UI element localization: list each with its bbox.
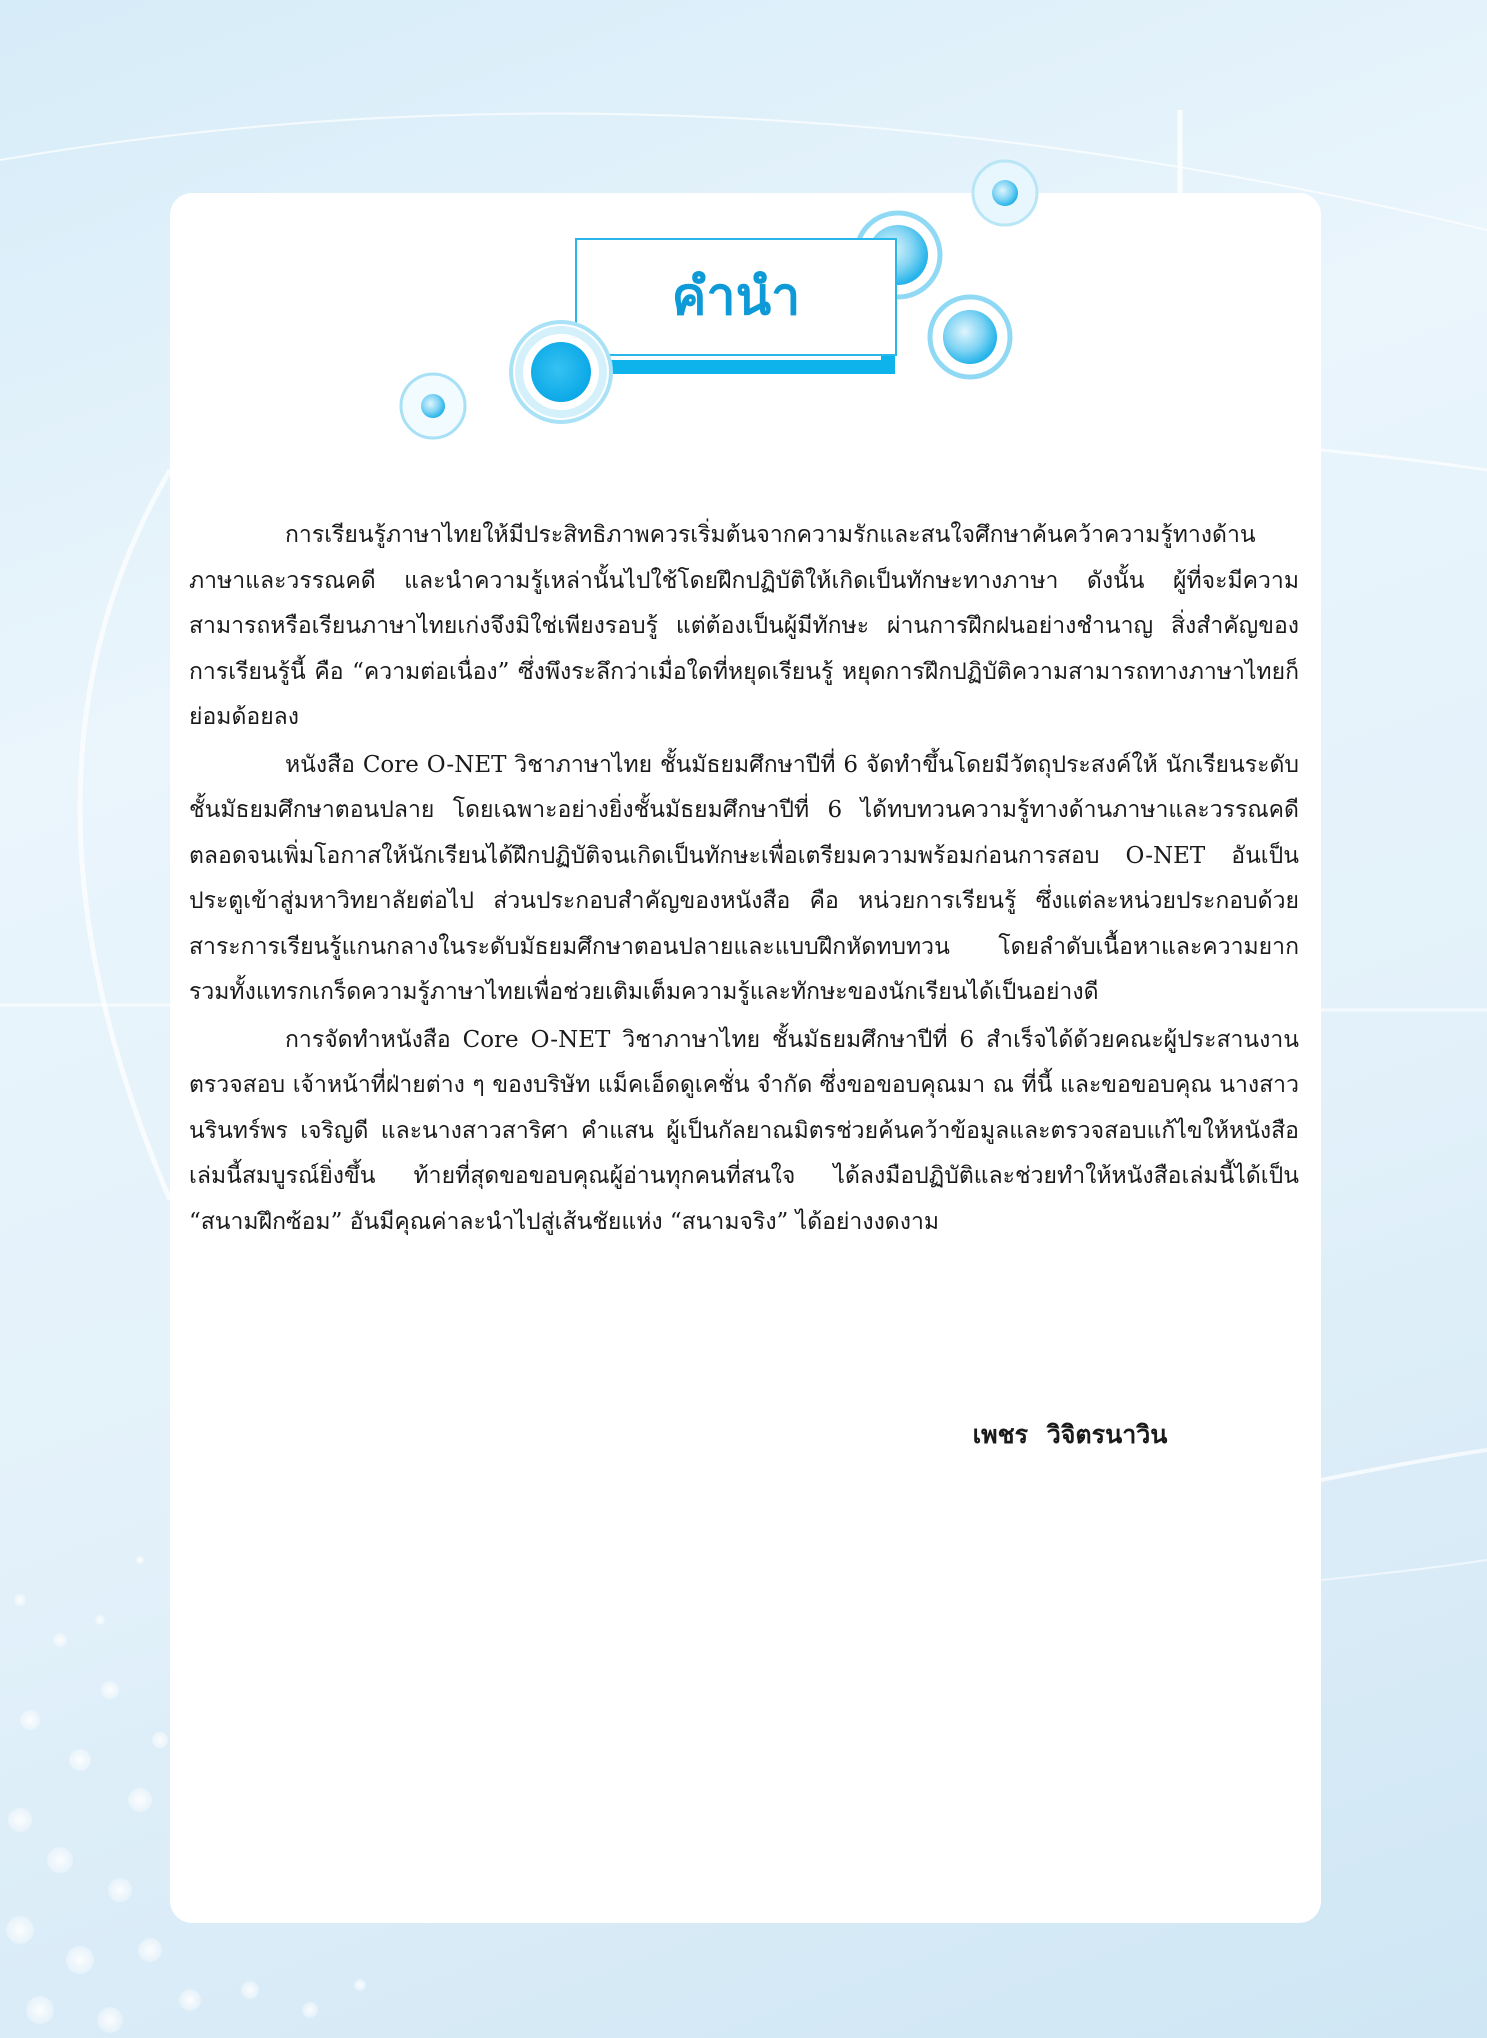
paragraph: หนังสือ Core O-NET วิชาภาษาไทย ชั้นมัธยมศึกษาปีที่ 6 จัดทำขึ้นโดยมีวัตถุประสงค์ให้ นักเรียนระดับชั้นมัธยมศึกษาตอนปลาย โดยเฉพาะอย่างยิ่งชั้นมัธยมศึกษาปีที่ 6 ได้ทบทวนความรู้ทางด้านภาษาและวรรณคดี ตลอดจนเพิ่มโอกาสให้นักเรียนได้ฝึกปฏิบัติจนเกิดเป็นทักษะเพื่อเตรียมความพร้อมก่อนการสอบ O-NET อันเป็นประตูเข้าสู่มหาวิทยาลัยต่อไป ส่วนประกอบสำคัญของหนังสือ คือ หน่วยการเรียนรู้ ซึ่งแต่ละหน่วยประกอบด้วยสาระการเรียนรู้แกนกลางในระดับมัธยมศึกษาตอนปลายและแบบฝึกหัดทบทวน โดยลำดับเนื้อหาและความยาก รวมทั้งแทรกเกร็ดความรู้ภาษาไทยเพื่อช่วยเติมเต็มความรู้และทักษะของนักเรียนได้เป็นอย่างดี: [189, 751, 1299, 1005]
author-signature: เพชร วิจิตรนาวิน: [972, 1420, 1168, 1449]
paragraph: การจัดทำหนังสือ Core O-NET วิชาภาษาไทย ชั้นมัธยมศึกษาปีที่ 6 สำเร็จได้ด้วยคณะผู้ประสานงาน ตรวจสอบ เจ้าหน้าที่ฝ่ายต่าง ๆ ของบริษัท แม็คเอ็ดดูเคชั่น จำกัด ซึ่งขอขอบคุณมา ณ ที่นี้ และขอขอบคุณ นางสาวนรินทร์พร เจริญดี และนางสาวสาริศา คำแสน ผู้เป็นกัลยาณมิตรช่วยค้นคว้าข้อมูลและตรวจสอบแก้ไขให้หนังสือเล่มนี้สมบูรณ์ยิ่งขึ้น ท้ายที่สุดขอขอบคุณผู้อ่านทุกคนที่สนใจ ได้ลงมือปฏิบัติและช่วยทำให้หนังสือเล่มนี้ได้เป็น “สนามฝึกซ้อม” อันมีคุณค่าละนำไปสู่เส้นชัยแห่ง “สนามจริง” ได้อย่างงดงาม: [189, 1026, 1299, 1235]
page-title: คำนำ: [671, 267, 801, 327]
preface-body: [189, 513, 1299, 1247]
paragraph: การเรียนรู้ภาษาไทยให้มีประสิทธิภาพควรเริ่มต้นจากความรักและสนใจศึกษาค้นคว้าความรู้ทางด้านภาษาและวรรณคดี และนำความรู้เหล่านั้นไปใช้โดยฝึกปฏิบัติให้เกิดเป็นทักษะทางภาษา ดังนั้น ผู้ที่จะมีความสามารถหรือเรียนภาษาไทยเก่งจึงมิใช่เพียงรอบรู้ แต่ต้องเป็นผู้มีทักษะ ผ่านการฝึกฝนอย่างชำนาญ สิ่งสำคัญของการเรียนรู้นี้ คือ “ความต่อเนื่อง” ซึ่งพึงระลึกว่าเมื่อใดที่หยุดเรียนรู้ หยุดการฝึกปฏิบัติความสามารถทางภาษาไทยก็ย่อมด้อยลง: [189, 522, 1299, 730]
title-box: [575, 238, 895, 378]
